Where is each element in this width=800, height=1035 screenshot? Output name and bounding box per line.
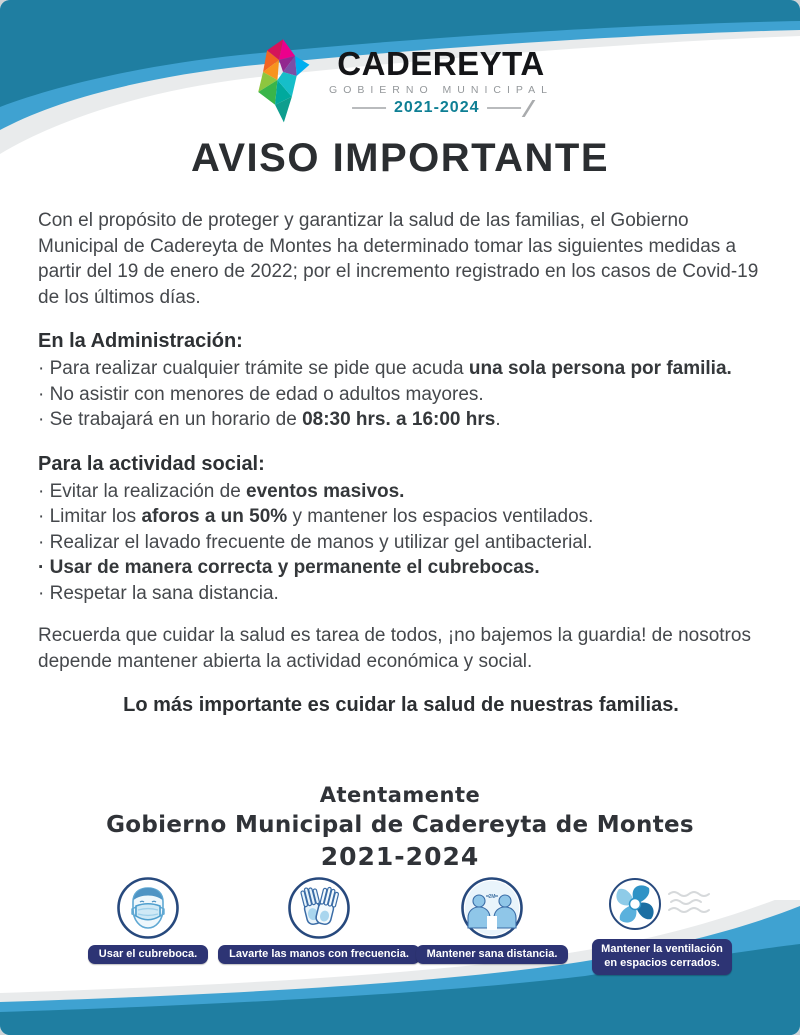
hand-washing-icon (287, 876, 351, 940)
brand-period: 2021-2024 (393, 99, 480, 116)
section-heading-administration: En la Administración: (38, 330, 243, 352)
bullet-bold-text: 08:30 hrs. a 16:00 hrs (302, 409, 496, 430)
footer-label-pill: Mantener sana distancia. (416, 945, 569, 964)
social-distance-icon (460, 876, 524, 940)
municipal-logo (247, 34, 553, 130)
signature-entity: Gobierno Municipal de Cadereyta de Montes (106, 812, 694, 838)
bullet-item (38, 407, 764, 433)
bullet-bold-text: · Usar de manera correcta y permanente el cubrebocas. (38, 557, 540, 578)
footer-label-line: Mantener la ventilación (601, 943, 723, 955)
footer-item-ventilation (578, 876, 746, 975)
decor-line-left (352, 107, 386, 109)
footer-label-pill: Usar el cubreboca. (88, 945, 208, 964)
signature-salutation: Atentamente (319, 783, 481, 807)
bullet-text: · No asistir con menores de edad o adultos mayores. (38, 383, 484, 405)
bullet-text: · Respetar la sana distancia. (38, 582, 279, 604)
distance-annotation: 2M (488, 893, 496, 900)
brand-period-row (352, 99, 530, 117)
footer-item-distance (406, 876, 578, 964)
decor-slash (522, 100, 535, 117)
footer-label-pill (592, 939, 732, 975)
bullet-item (38, 581, 764, 607)
footer-label-pill: Lavarte las manos con frecuencia. (218, 945, 420, 964)
signature-block (0, 783, 800, 871)
bullet-text: · Para realizar cualquier trámite se pide que acuda (38, 358, 469, 379)
reminder-paragraph: Recuerda que cuidar la salud es tarea de todos, ¡no bajemos la guardia! de nosotros depende mantener abierta la actividad económica y social. (38, 625, 751, 672)
bullet-item (38, 555, 764, 581)
bullet-text: · Se trabajará en un horario de (38, 409, 303, 430)
intro-paragraph: Con el propósito de proteger y garantizar la salud de las familias, el Gobierno Municipal de Cadereyta de Montes ha determinado tomar las siguientes medidas a partir del 19 de enero de 2022; por el incremento registrado en los casos de Covid-19 de los últimos días. (38, 210, 759, 308)
bullet-bold-text: una sola persona por familia. (468, 358, 732, 379)
logo-text-block (329, 47, 553, 117)
body-content (38, 208, 764, 719)
decor-line-right (488, 107, 522, 109)
air-waves-icon (669, 892, 709, 912)
signature-period: 2021-2024 (320, 842, 480, 871)
footer-label-line: en espacios cerrados. (604, 957, 720, 970)
brand-subtitle: GOBIERNO MUNICIPAL (329, 84, 553, 96)
bullet-text: y mantener los espacios ventilados. (287, 506, 594, 527)
bullet-item (38, 382, 764, 408)
bullet-item (38, 479, 764, 505)
footer-guidelines-row (0, 876, 800, 986)
bullet-text: · Realizar el lavado frecuente de manos y utilizar gel antibacterial. (38, 531, 593, 553)
brand-name: CADEREYTA (337, 45, 545, 82)
bullet-text: · Evitar la realización de (38, 480, 247, 502)
page-title: AVISO IMPORTANTE (190, 136, 610, 180)
highlight-text: Lo más importante es cuidar la salud de nuestras familias. (123, 694, 679, 716)
bullet-item (38, 530, 764, 556)
section-heading-social: Para la actividad social: (38, 452, 265, 475)
footer-item-mask (78, 876, 218, 964)
bullet-item (38, 504, 764, 530)
bullet-bold-text: aforos a un 50% (141, 506, 288, 527)
bullet-text: · Limitar los (38, 506, 142, 527)
bullet-bold-text: eventos masivos. (246, 480, 405, 502)
cadereyta-crystal-logo-icon (247, 34, 319, 130)
bullet-item (38, 356, 764, 382)
bullet-text: . (495, 409, 501, 430)
footer-item-handwash (228, 876, 410, 964)
ventilation-fan-icon (607, 876, 717, 934)
face-mask-icon (116, 876, 180, 940)
